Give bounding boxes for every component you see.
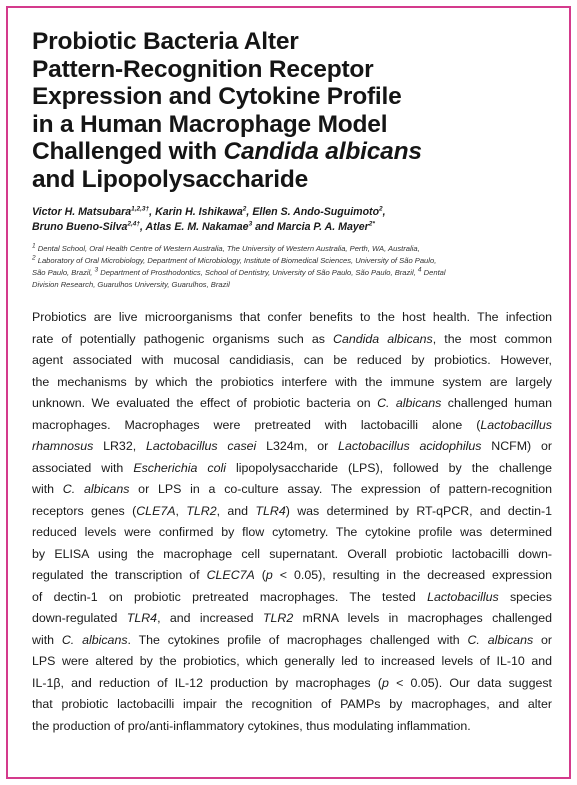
species-name: Lactobacillus [427, 589, 499, 604]
affiliation-line [32, 255, 552, 267]
affiliation-text: Dental [421, 268, 446, 277]
abstract-text: mRNA levels in macrophages challenged [293, 611, 553, 625]
gene-name: TLR4 [126, 611, 158, 625]
p-value-symbol: p [265, 568, 273, 582]
abstract-text: associated with [32, 460, 134, 475]
article-frame [6, 6, 571, 779]
author-line [32, 220, 552, 235]
author-affiliation-mark: 3 [248, 219, 253, 227]
author-separator: , [140, 220, 146, 233]
abstract-text: regulated the transcription of [32, 568, 207, 582]
abstract-line [32, 479, 552, 501]
article-title [32, 28, 552, 193]
abstract-text: LR32, [93, 439, 146, 453]
abstract-text: or [533, 632, 553, 647]
abstract-line [32, 329, 552, 351]
abstract-line [32, 393, 552, 415]
abstract-line: agent associated with mucosal candidiasis, can be reduced by probiotics. However, [32, 353, 552, 367]
abstract-text: macrophages. Macrophages were pretreated with lactobacilli alone ( [32, 417, 481, 432]
gene-name: TLR2 [186, 503, 217, 518]
title-text: Challenged with [32, 138, 224, 165]
gene-name: CLE7A [136, 503, 176, 518]
affiliation-text: São Paulo, Brazil, [32, 268, 95, 277]
abstract-text: , and [216, 503, 256, 518]
title-species-name: Candida albicans [223, 138, 422, 165]
abstract-line: reduced levels were confirmed by flow cytometry. The cytokine profile was determined [32, 525, 552, 539]
abstract-text: . The cytokines profile of macrophages challenged with [127, 632, 468, 647]
author-separator: and [252, 220, 277, 233]
author-name: Bruno Bueno-Silva [32, 220, 128, 233]
abstract-text: < 0.05), resulting in the decreased expression [272, 568, 552, 582]
species-name: Lactobacillus casei [145, 439, 257, 453]
title-line: in a Human Macrophage Model [32, 110, 388, 138]
abstract-line: LPS were altered by the probiotics, which generally led to increased levels of IL-10 and [32, 654, 552, 668]
affiliation-text: Laboratory of Oral Microbiology, Department of Microbiology, Institute of Biomedical Sciences, University of São Paulo, [35, 256, 437, 265]
abstract-text: ) was determined by RT-qPCR, and dectin-1 [285, 503, 553, 518]
affiliation-line [32, 243, 552, 255]
abstract-text: ( [254, 568, 266, 582]
author-line [32, 205, 552, 220]
title-line: Expression and Cytokine Profile [32, 83, 402, 110]
abstract-paragraph [32, 307, 552, 737]
author-separator: , [382, 206, 386, 218]
title-line [32, 138, 552, 166]
title-line: Pattern-Recognition Receptor [32, 55, 374, 83]
abstract-line: Probiotics are live microorganisms that confer benefits to the host health. The infection [32, 310, 552, 324]
abstract-line [32, 608, 552, 630]
abstract-line: by ELISA using the macrophage cell supernatant. Overall probiotic lactobacilli down- [32, 546, 552, 561]
species-name: C. albicans [61, 632, 128, 647]
affiliation-list [32, 243, 552, 291]
author-name: Atlas E. M. Nakamae [145, 220, 249, 233]
author-list [32, 205, 552, 234]
abstract-text: of dectin-1 on probiotic pretreated macrophages. The tested [32, 589, 428, 604]
abstract-text: or LPS in a co-culture assay. The expression of pattern-recognition [129, 482, 553, 496]
affiliation-text: Dental School, Oral Health Centre of Western Australia, The University of Western Australia, Perth, WA, Australia, [35, 244, 420, 253]
abstract-text: unknown. We evaluated the effect of probiotic bacteria on [32, 396, 378, 410]
author-name: Marcia P. A. Mayer [276, 220, 369, 233]
abstract-text: , [175, 503, 187, 518]
species-name: Candida albicans [333, 331, 433, 346]
author-separator: , [149, 206, 156, 218]
author-affiliation-mark: 2,4† [127, 219, 141, 227]
affiliation-mark: 2 [32, 254, 36, 262]
species-name: C. albicans [467, 632, 534, 647]
abstract-line [32, 436, 552, 458]
author-name: Karin H. Ishikawa [155, 206, 243, 218]
abstract-text: , and increased [157, 611, 263, 625]
species-name: rhamnosus [32, 439, 94, 453]
species-name: C. albicans [62, 482, 130, 496]
author-name: Ellen S. Ando-Suguimoto [252, 206, 380, 218]
gene-name: TLR2 [262, 611, 294, 625]
abstract-line [32, 587, 552, 609]
author-affiliation-mark: 2 [242, 205, 247, 213]
abstract-line: the production of pro/anti-inflammatory cytokines, thus modulating inflammation. [32, 718, 471, 733]
species-name: Escherichia coli [133, 460, 226, 475]
affiliation-mark: 4 [417, 266, 422, 274]
abstract-text: species [498, 589, 552, 604]
gene-name: CLEC7A [206, 568, 255, 582]
abstract-text: < 0.05). Our data suggest [388, 675, 552, 690]
abstract-text: with [32, 482, 63, 496]
p-value-symbol: p [381, 675, 389, 690]
affiliation-line [32, 267, 552, 279]
species-name: Lactobacillus acidophilus [338, 439, 482, 453]
abstract-line [32, 458, 552, 480]
affiliation-mark: 1 [32, 242, 36, 250]
abstract-text: with [32, 632, 62, 647]
abstract-text: , the most common [432, 331, 553, 346]
author-affiliation-mark: 1,2,3† [131, 205, 150, 213]
abstract-text: NCFM) or [481, 439, 552, 453]
abstract-line [32, 673, 552, 695]
affiliation-mark: 3 [94, 266, 99, 274]
gene-name: TLR4 [255, 503, 286, 518]
abstract-text: lipopolysaccharide (LPS), followed by the challenge [226, 460, 553, 475]
author-affiliation-mark: 2* [368, 219, 375, 227]
author-affiliation-mark: 2 [379, 205, 383, 213]
abstract-line: the mechanisms by which the probiotics interfere with the immune system are largely [32, 374, 552, 389]
species-name: Lactobacillus [480, 417, 552, 432]
abstract-text: down-regulated [32, 611, 127, 625]
abstract-line [32, 565, 552, 587]
affiliation-text: Department of Prosthodontics, School of Dentistry, University of São Paulo, São Paulo, Brazil, [98, 268, 418, 277]
species-name: C. albicans [377, 396, 442, 410]
abstract-text: IL-1β, and reduction of IL-12 production by macrophages ( [32, 675, 382, 690]
affiliation-line: Division Research, Guarulhos University, Guarulhos, Brazil [32, 280, 230, 289]
abstract-line [32, 630, 552, 652]
abstract-line [32, 501, 552, 523]
abstract-line: that probiotic lactobacilli impair the recognition of PAMPs by macrophages, and alter [32, 697, 552, 711]
author-name: Victor H. Matsubara [32, 206, 132, 218]
article-content [32, 28, 552, 737]
author-separator: , [246, 206, 253, 218]
title-line: Probiotic Bacteria Alter [32, 28, 299, 55]
abstract-text: challenged human [441, 396, 553, 410]
abstract-text: L324m, or [256, 439, 339, 453]
abstract-line [32, 415, 552, 437]
abstract-text: rate of potentially pathogenic organisms such as [32, 331, 334, 346]
title-line: and Lipopolysaccharide [32, 165, 309, 193]
abstract-text: receptors genes ( [32, 503, 137, 518]
